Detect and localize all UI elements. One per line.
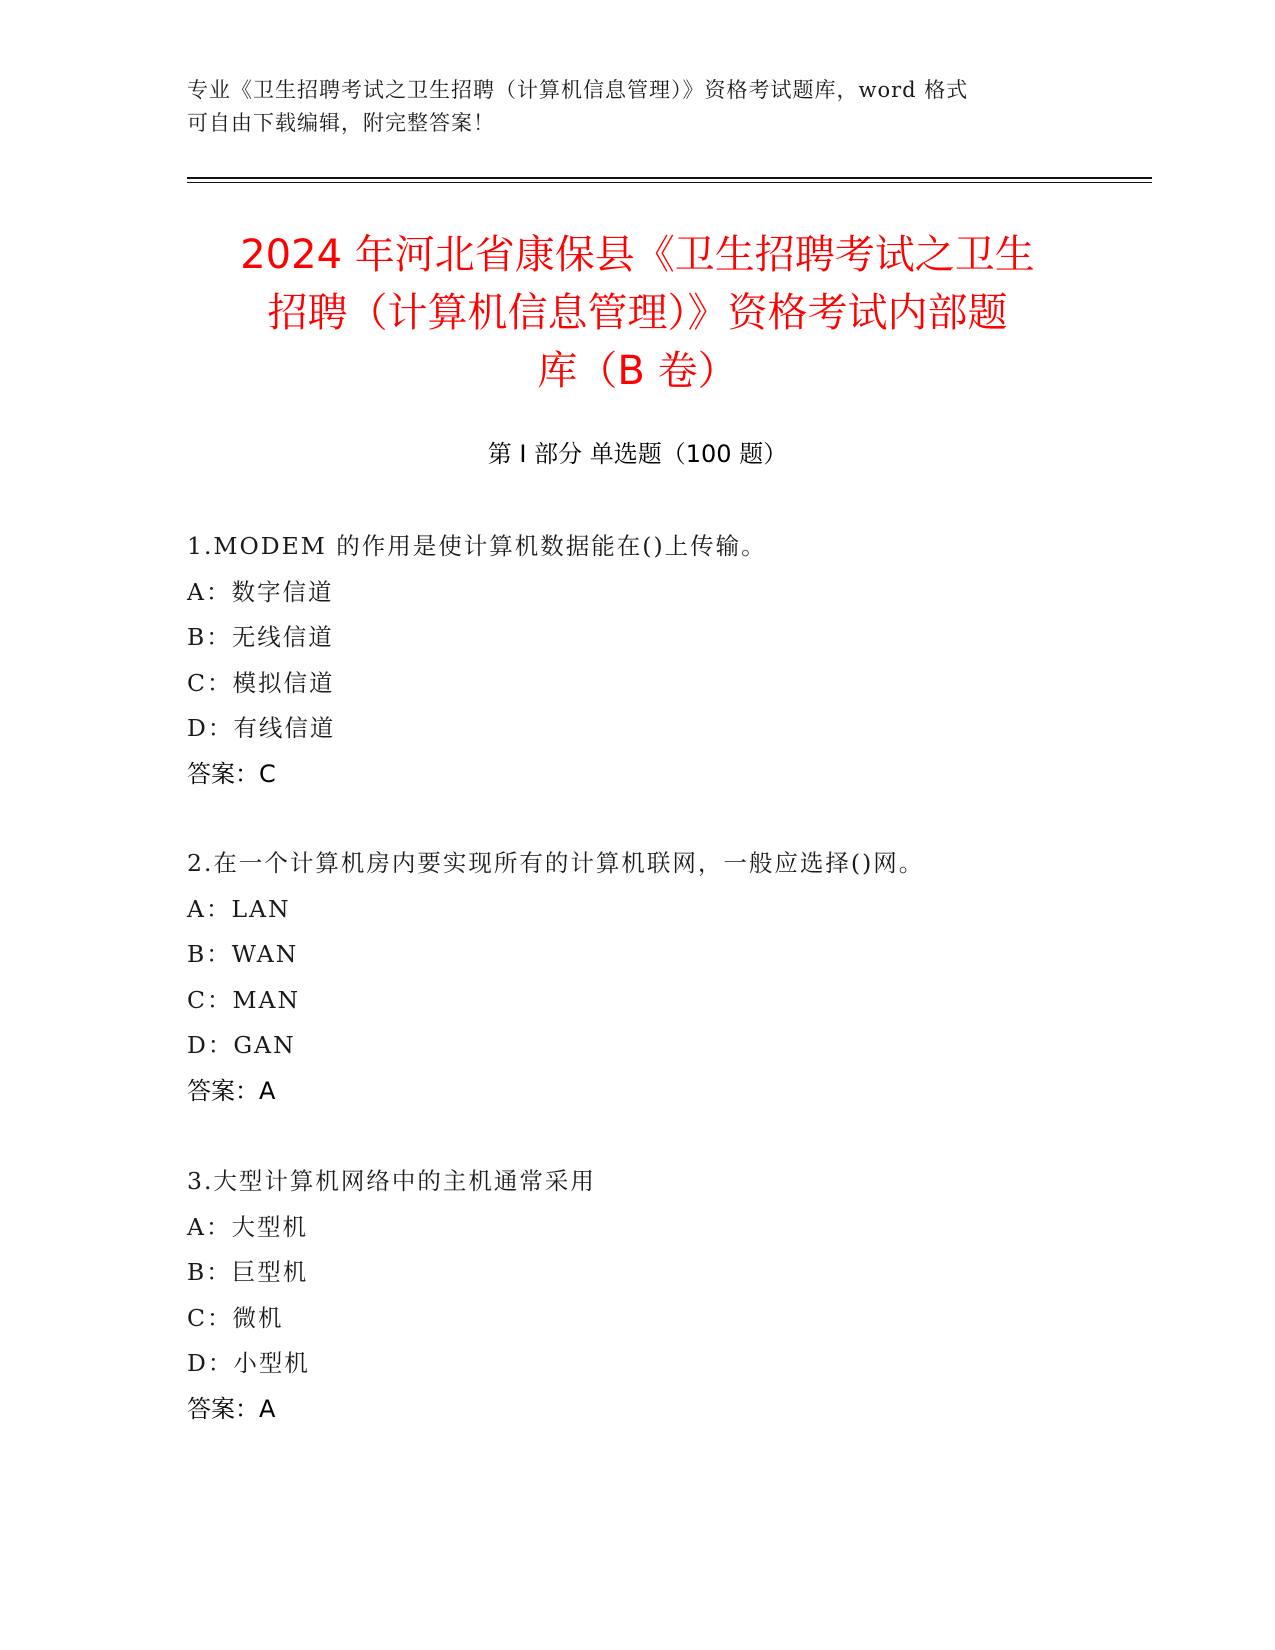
question-stem: 3.大型计算机网络中的主机通常采用 [187, 1167, 596, 1195]
option-b: B：WAN [187, 940, 299, 968]
question-stem: 1.MODEM 的作用是使计算机数据能在()上传输。 [187, 532, 767, 560]
option-b: B：巨型机 [187, 1258, 309, 1286]
title-line-3: 库（B 卷） [537, 348, 738, 394]
question-3 [187, 1159, 1187, 1432]
answer: 答案：A [187, 1394, 276, 1423]
option-c: C：模拟信道 [187, 668, 335, 697]
option-c: C：微机 [187, 1303, 284, 1332]
option-d: D：GAN [187, 1031, 296, 1059]
question-stem: 2.在一个计算机房内要实现所有的计算机联网，一般应选择()网。 [187, 849, 925, 877]
option-d: D：有线信道 [187, 714, 336, 742]
header-note-line-2: 可自由下载编辑，附完整答案！ [187, 111, 495, 135]
title-line-1: 2024 年河北省康保县《卫生招聘考试之卫生 [240, 232, 1035, 278]
option-d: D：小型机 [187, 1349, 310, 1377]
option-a: A：LAN [187, 894, 291, 923]
option-a: A：大型机 [187, 1212, 308, 1241]
document-title [150, 226, 1125, 400]
option-b: B：无线信道 [187, 623, 334, 651]
option-a: A：数字信道 [187, 577, 334, 606]
header-note [187, 74, 1067, 140]
title-line-2: 招聘（计算机信息管理）》资格考试内部题 [267, 290, 1008, 336]
question-1 [187, 524, 1187, 797]
header-divider-thin [187, 182, 1152, 183]
header-divider-thick [187, 177, 1152, 179]
section-heading: 第 I 部分 单选题（100 题） [487, 440, 788, 468]
header-note-line-1: 专业《卫生招聘考试之卫生招聘（计算机信息管理）》资格考试题库，word 格式 [187, 78, 969, 102]
answer: 答案：C [187, 759, 276, 788]
option-c: C：MAN [187, 985, 301, 1014]
question-2 [187, 841, 1187, 1114]
answer: 答案：A [187, 1076, 276, 1105]
